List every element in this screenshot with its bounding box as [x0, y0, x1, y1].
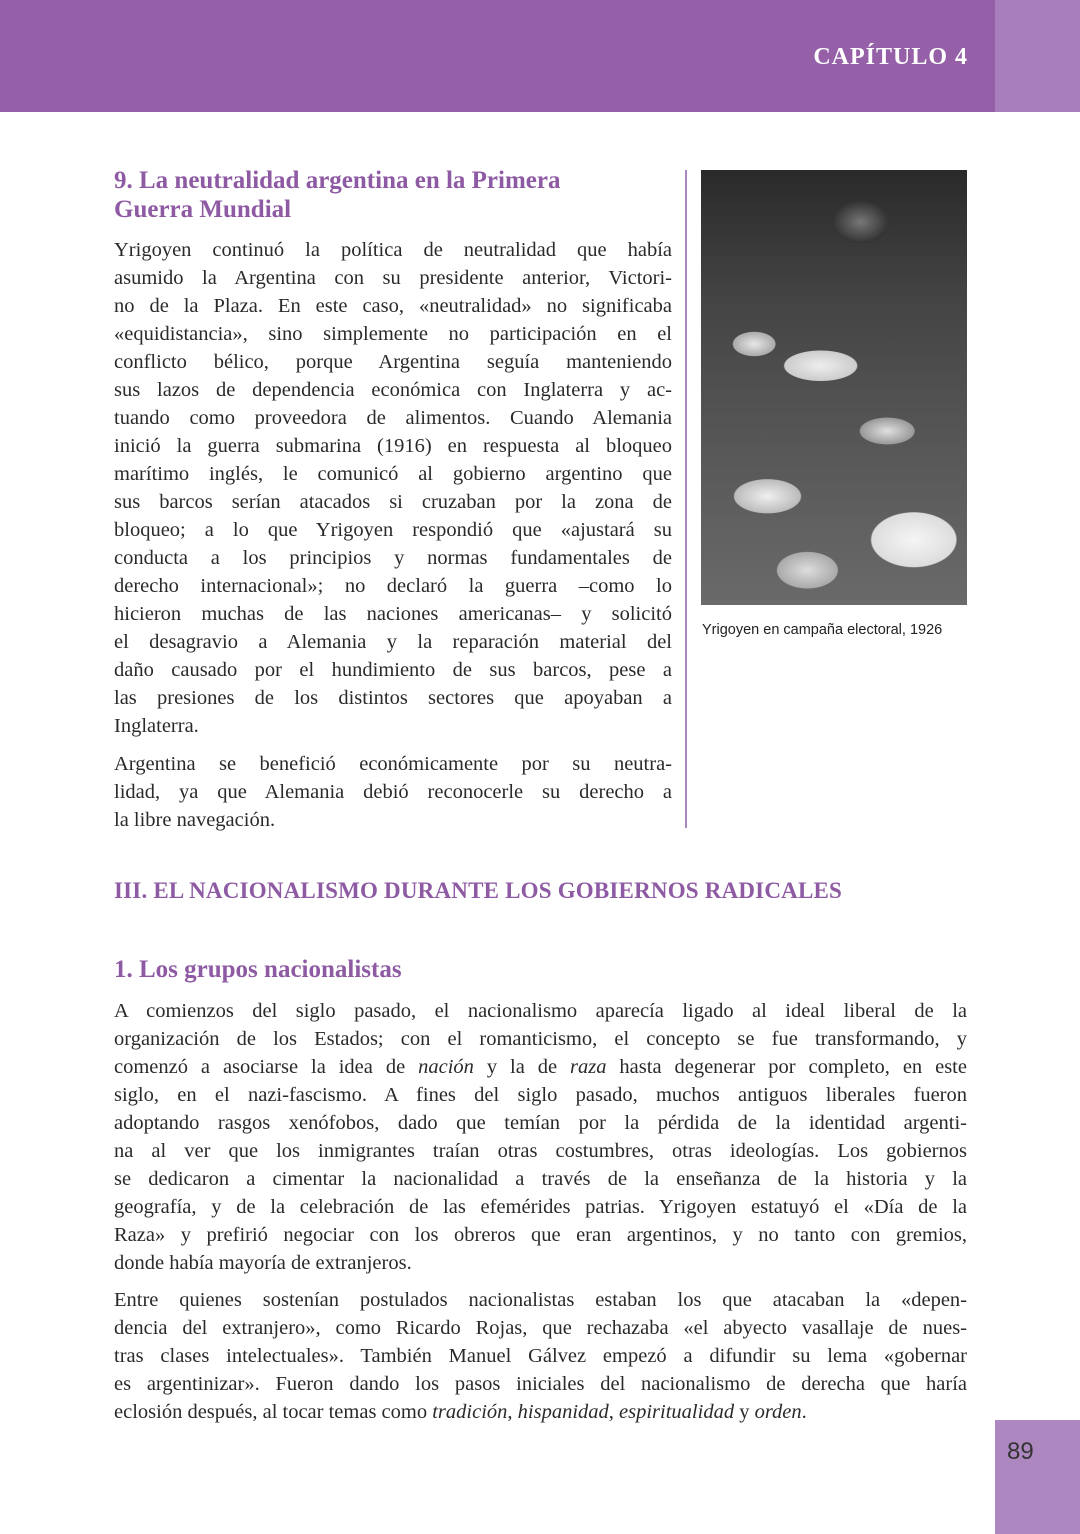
text-line: el desagravio a Alemania y la reparación material del [114, 631, 672, 653]
text-line [114, 1053, 967, 1081]
text-line: Argentina se benefició económicamente por su neutra- [114, 753, 672, 775]
text-line: Yrigoyen continuó la política de neutralidad que había [114, 239, 672, 261]
text-line [114, 1398, 967, 1426]
text-segment: hasta degenerar por completo, en este [606, 1056, 967, 1078]
header-side-tab [995, 0, 1080, 112]
text-line: hicieron muchas de las naciones americanas– y solicitó [114, 603, 672, 625]
section-title: 1. Los grupos nacionalistas [114, 956, 402, 983]
text-line: adoptando rasgos xenófobos, dado que temían por la pérdida de la identidad argenti- [114, 1112, 967, 1134]
section-title [114, 166, 561, 224]
chapter-label: CAPÍTULO 4 [813, 44, 968, 70]
text-line: sus lazos de dependencia económica con Inglaterra y ac- [114, 379, 672, 401]
text-segment: , [608, 1401, 620, 1423]
text-line: bloqueo; a lo que Yrigoyen respondió que «ajustará su [114, 519, 672, 541]
text-line: daño causado por el hundimiento de sus barcos, pese a [114, 659, 672, 681]
text-line: no de la Plaza. En este caso, «neutralidad» no significaba [114, 295, 672, 317]
text-line: la libre navegación. [114, 809, 276, 831]
text-line: inició la guerra submarina (1916) en respuesta al bloqueo [114, 435, 672, 457]
page-number: 89 [1007, 1438, 1034, 1465]
italic-term: espiritualidad [619, 1401, 735, 1423]
text-line: se dedicaron a cimentar la nacionalidad a través de la enseñanza de la historia y la [114, 1168, 967, 1190]
paragraph [114, 750, 672, 834]
text-line: es argentinizar». Fueron dando los pasos iniciales del nacionalismo de derecha que haría [114, 1373, 967, 1395]
text-line: A comienzos del siglo pasado, el nacionalismo aparecía ligado al ideal liberal de la [114, 1000, 967, 1022]
text-line: lidad, ya que Alemania debió reconocerle su derecho a [114, 781, 672, 803]
text-segment: y [734, 1401, 755, 1423]
text-line: tras clases intelectuales». También Manuel Gálvez empezó a difundir su lema «gobernar [114, 1345, 967, 1367]
italic-term: orden [754, 1401, 802, 1423]
text-line: dencia del extranjero», como Ricardo Rojas, que rechazaba «el abyecto vasallaje de nues- [114, 1317, 967, 1339]
text-segment: , [507, 1401, 518, 1423]
text-line: conducta a los principios y normas fundamentales de [114, 547, 672, 569]
column-divider [685, 170, 687, 828]
text-line: geografía, y de la celebración de las efemérides patrias. Yrigoyen estatuyó el «Día de la [114, 1196, 967, 1218]
paragraph [114, 1286, 967, 1426]
text-line: derecho internacional»; no declaró la guerra –como lo [114, 575, 672, 597]
paragraph [114, 236, 672, 740]
paragraph [114, 997, 967, 1277]
text-line: Raza» y prefirió negociar con los obreros que eran argentinos, y no tanto con gremios, [114, 1224, 967, 1246]
text-line: asumido la Argentina con su presidente anterior, Victori- [114, 267, 672, 289]
text-segment: . [801, 1401, 807, 1423]
text-segment: y la de [473, 1056, 571, 1078]
text-segment: comenzó a asociarse la idea de [114, 1056, 419, 1078]
text-line: na al ver que los inmigrantes traían otras costumbres, otras ideologías. Los gobiernos [114, 1140, 967, 1162]
text-line: las presiones de los distintos sectores que apoyaban a [114, 687, 672, 709]
text-line: siglo, en el nazi-fascismo. A fines del siglo pasado, muchos antiguos liberales fueron [114, 1084, 967, 1106]
text-line: Entre quienes sostenían postulados nacionalistas estaban los que atacaban la «depen- [114, 1289, 967, 1311]
italic-term: hispanidad [517, 1401, 609, 1423]
italic-term: tradición [432, 1401, 508, 1423]
text-line: Inglaterra. [114, 715, 199, 737]
section-title-line: Guerra Mundial [114, 196, 292, 223]
text-line: organización de los Estados; con el romanticismo, el concepto se fue transformando, y [114, 1028, 967, 1050]
text-line: conflicto bélico, porque Argentina seguía manteniendo [114, 351, 672, 373]
historical-photo [701, 170, 967, 605]
section-title-line: 9. La neutralidad argentina en la Primera [114, 167, 561, 194]
text-line: «equidistancia», sino simplemente no participación en el [114, 323, 672, 345]
text-line: donde había mayoría de extranjeros. [114, 1252, 412, 1274]
italic-term: raza [570, 1056, 607, 1078]
text-line: sus barcos serían atacados si cruzaban por la zona de [114, 491, 672, 513]
part-heading: III. EL NACIONALISMO DURANTE LOS GOBIERNOS RADICALES [114, 878, 843, 903]
text-line: tuando como proveedora de alimentos. Cuando Alemania [114, 407, 672, 429]
photo-caption: Yrigoyen en campaña electoral, 1926 [702, 622, 943, 638]
text-segment: eclosión después, al tocar temas como [114, 1401, 433, 1423]
italic-term: nación [418, 1056, 474, 1078]
text-line: marítimo inglés, le comunicó al gobierno argentino que [114, 463, 672, 485]
